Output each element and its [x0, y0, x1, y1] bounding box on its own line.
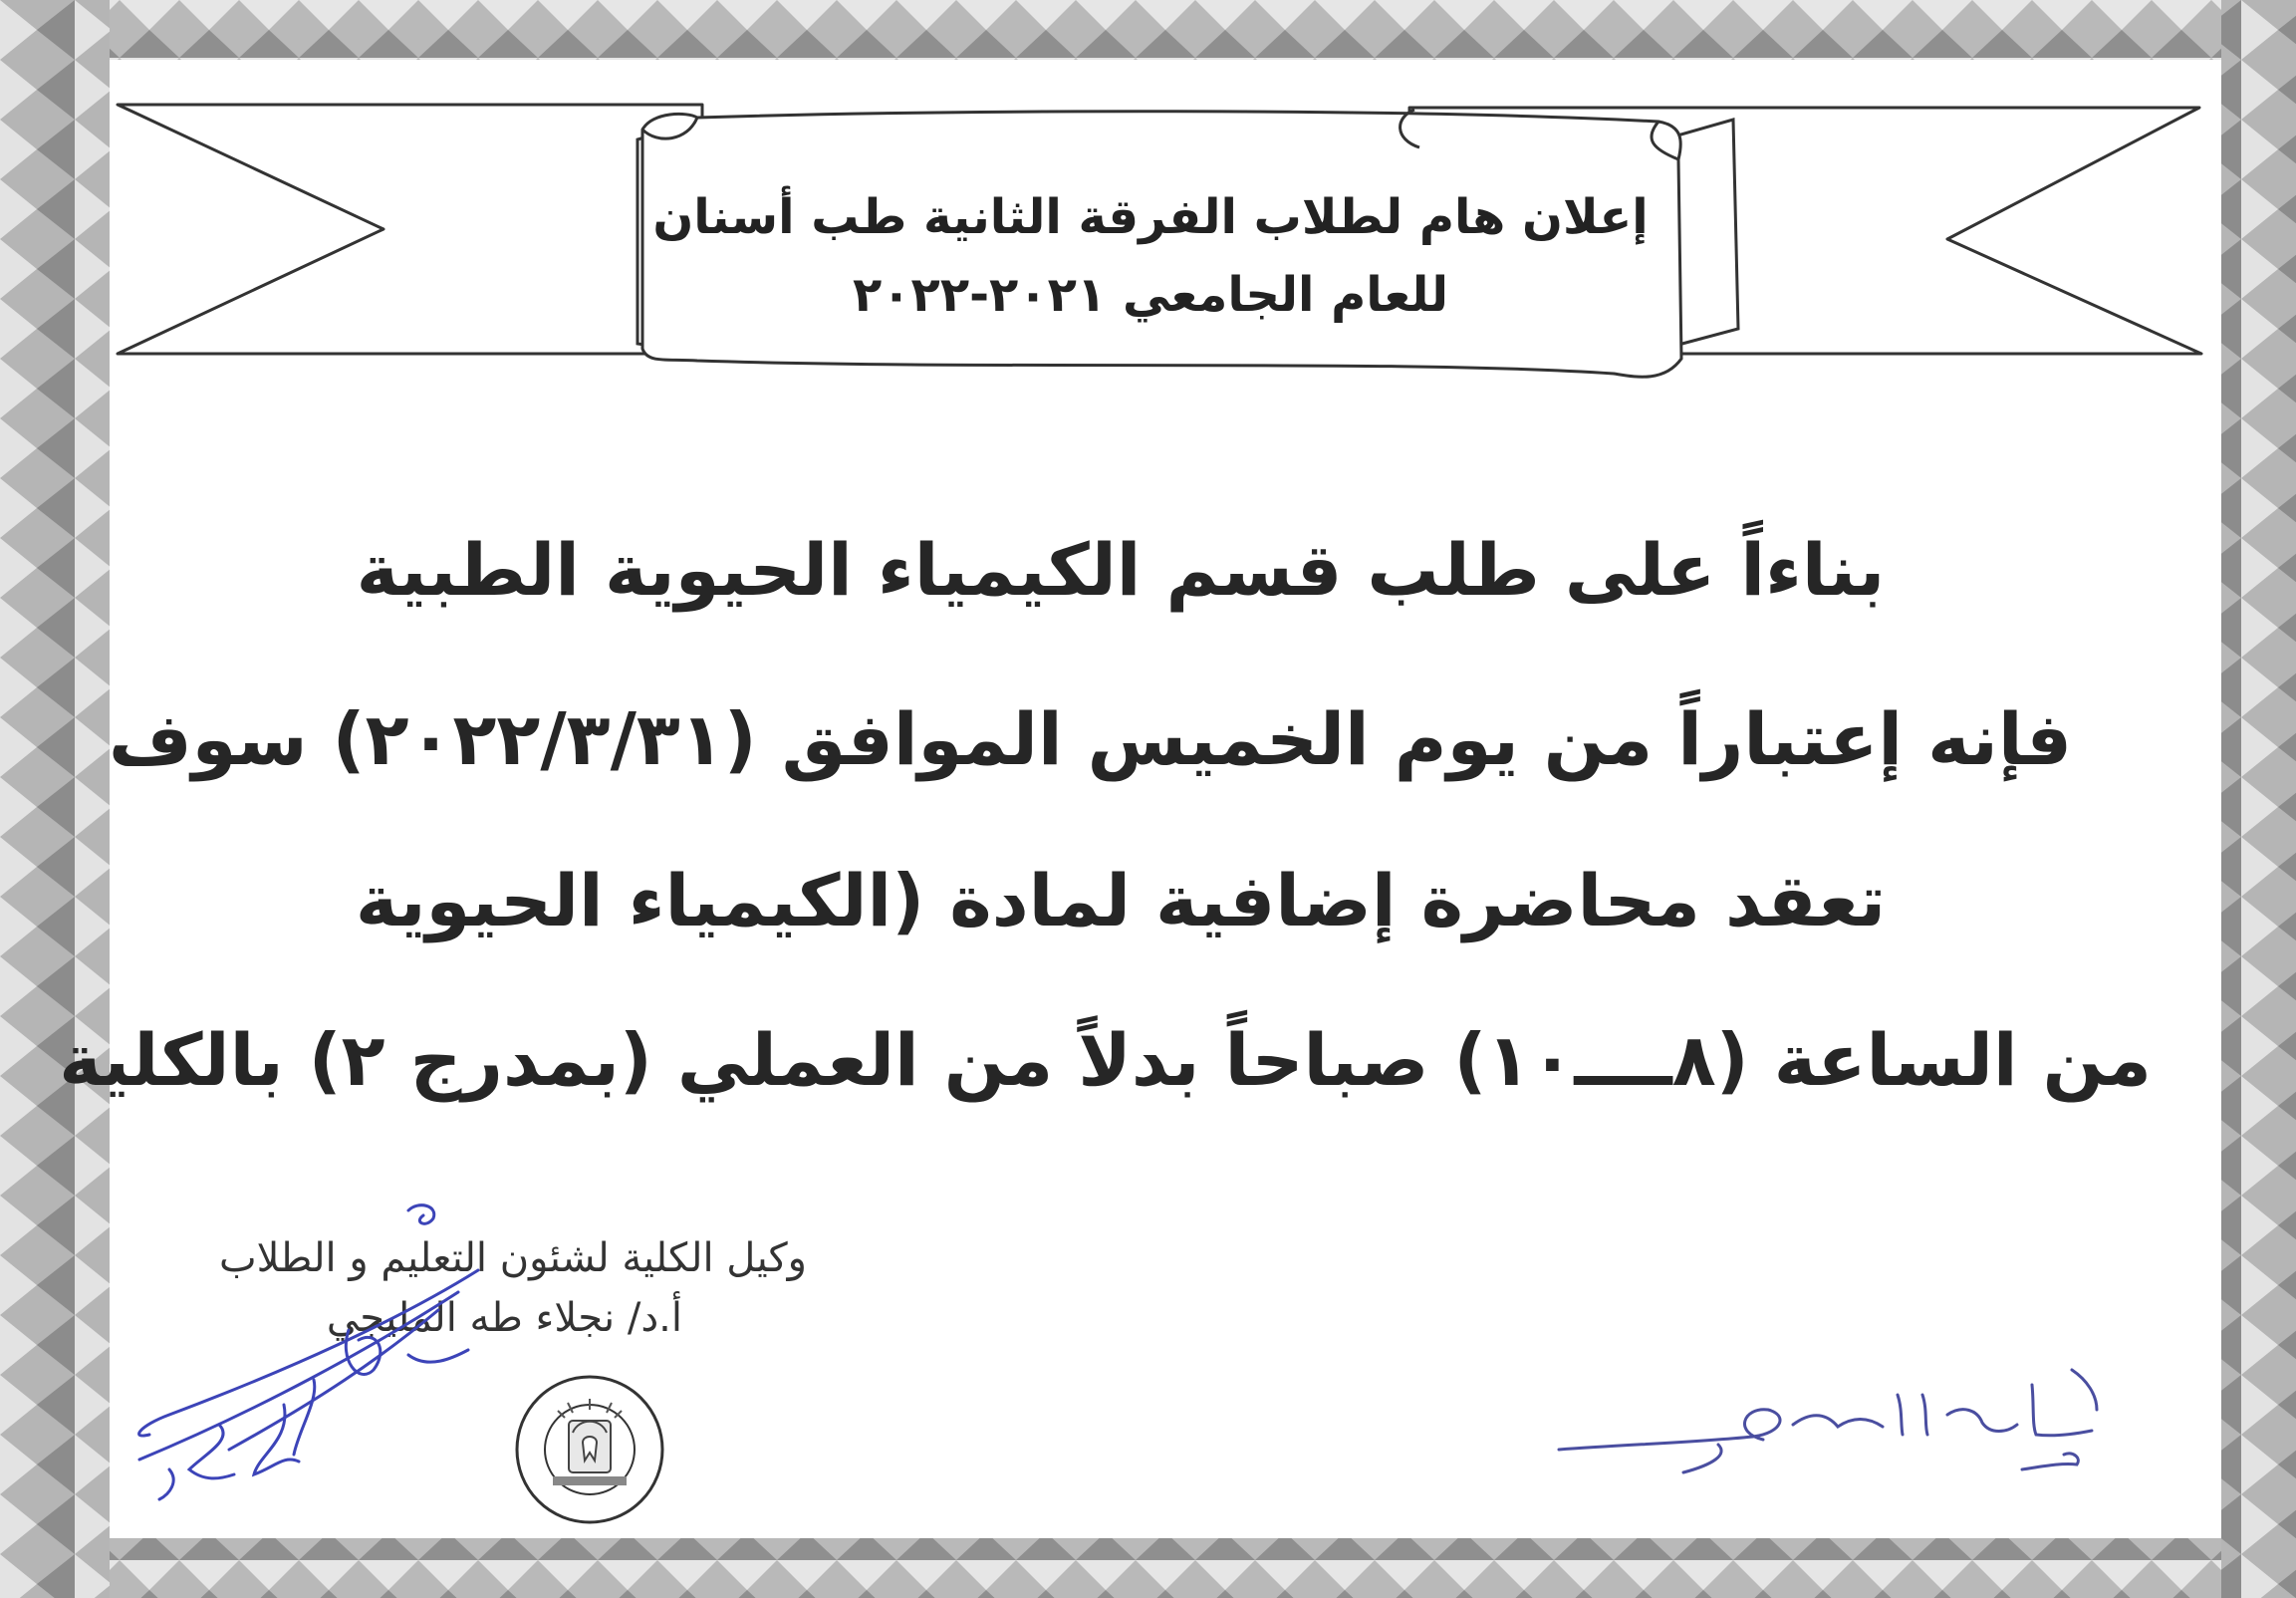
signatory-title: وكيل الكلية لشئون التعليم و الطلاب	[219, 1235, 807, 1281]
official-seal	[513, 1373, 667, 1527]
announcement-line-2: فإنه إعتباراً من يوم الخميس الموافق (٢٠٢٢/٣/٣١) سوف	[109, 697, 2072, 781]
handwritten-note-right	[1554, 1355, 2112, 1474]
banner-title: إعلان هام لطلاب الفرقة الثانية طب أسنان	[652, 189, 1649, 245]
announcement-line-4: من الساعة (٨ــــ١٠) صباحاً بدلاً من العملي (بمدرج ٢) بالكلية	[59, 1018, 2152, 1102]
announcement-line-3: تعقد محاضرة إضافية لمادة (الكيمياء الحيوية	[355, 859, 1887, 942]
announcement-line-1: بناءاً على طلب قسم الكيمياء الحيوية الطبية	[356, 528, 1886, 612]
signatory-name: أ.د/ نجلاء طه المليجي	[326, 1295, 682, 1341]
banner-academic-year: للعام الجامعي ٢٠٢١-٢٠٢٢	[852, 267, 1449, 323]
handwritten-signature-left	[110, 1200, 538, 1509]
